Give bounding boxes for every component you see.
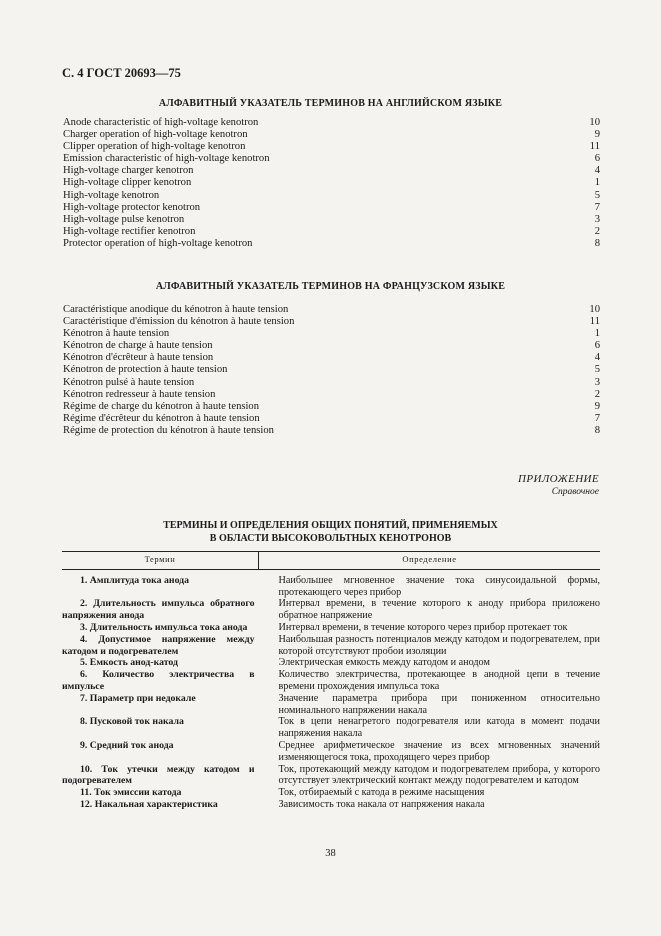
index-number: 8 [594, 237, 600, 249]
term-cell: 4. Допустимое напряжение между катодом и подогревателем [62, 633, 255, 657]
definition-cell: Ток, протекающий между катодом и подогревателем прибора, у которого отсутствует электрический контакт между подогревателем и катодом [278, 763, 600, 787]
definition-cell: Ток в цепи ненагретого подогревателя или катода в момент подачи напряжения накала [278, 716, 600, 740]
index-entry [63, 190, 600, 202]
index-number: 9 [594, 400, 600, 412]
definition-cell: Наибольшая разность потенциалов между катодом и подогревателем, при которой отсутствуют пробои изоляции [278, 633, 600, 657]
index-number: 1 [594, 177, 600, 189]
page-number: 38 [325, 848, 336, 859]
french-index-list [63, 304, 600, 437]
index-term: High-voltage charger kenotron [63, 165, 194, 177]
terms-section-title [0, 520, 661, 545]
term-cell: 1. Амплитуда тока анода [80, 574, 190, 586]
index-number: 2 [594, 388, 600, 400]
index-number: 10 [589, 304, 600, 315]
index-entry [63, 352, 600, 364]
term-cell: 2. Длительность импульса обратного напряжения анода [62, 598, 255, 622]
index-number: 6 [594, 153, 600, 165]
term-cell: 12. Накальная характеристика [80, 798, 218, 810]
index-term: Charger operation of high-voltage kenotron [63, 129, 248, 141]
term-cell: 6. Количество электричества в импульсе [62, 669, 255, 692]
term-cell: 3. Длительность импульса тока анода [80, 621, 248, 633]
page-header: С. 4 ГОСТ 20693—75 [62, 66, 181, 80]
term-cell: 7. Параметр при недокале [80, 692, 196, 704]
index-term: High-voltage rectifier kenotron [63, 225, 196, 237]
index-term: Régime de charge du kénotron à haute tension [63, 400, 260, 412]
index-number: 5 [594, 189, 600, 201]
index-term: High-voltage protector kenotron [63, 201, 201, 213]
column-header-definition: Определение [259, 552, 601, 570]
french-index-title: АЛФАВИТНЫЙ УКАЗАТЕЛЬ ТЕРМИНОВ НА ФРАНЦУЗСКОМ ЯЗЫКЕ [155, 281, 506, 292]
index-term: Régime de protection du kénotron à haute tension [63, 424, 274, 436]
definition-cell: Ток, отбираемый с катода в режиме насыщения [278, 787, 485, 799]
appendix-title: ПРИЛОЖЕНИЕ [518, 473, 599, 485]
column-header-term: Термин [62, 552, 259, 570]
english-index-list [63, 117, 600, 250]
index-entry [63, 238, 600, 250]
index-entry [63, 165, 600, 177]
index-number: 3 [594, 376, 600, 388]
term-cell: 10. Ток утечки между катодом и подогревателем [62, 763, 255, 787]
index-number: 7 [594, 201, 600, 213]
index-entry [63, 401, 600, 413]
index-term: Régime d'écrêteur du kénotron à haute tension [63, 412, 260, 424]
index-term: Kénotron de charge à haute tension [63, 340, 213, 352]
index-number: 3 [594, 213, 600, 225]
index-number: 11 [589, 141, 600, 153]
index-entry [63, 389, 600, 401]
table-row [62, 569, 600, 598]
index-term: Clipper operation of high-voltage kenotron [63, 141, 246, 153]
table-row [62, 657, 600, 669]
index-number: 8 [594, 424, 600, 436]
index-entry [63, 413, 600, 425]
index-term: Kénotron redresseur à haute tension [63, 388, 216, 400]
index-entry [63, 214, 600, 226]
definition-cell: Среднее арифметическое значение из всех мгновенных значений изменяющегося тока, проходящего через прибор [278, 739, 600, 763]
index-number: 4 [594, 165, 600, 177]
definition-cell: Зависимость тока накала от напряжения накала [278, 798, 485, 810]
index-entry [63, 129, 600, 141]
table-row [62, 716, 600, 740]
index-entry [63, 177, 600, 189]
index-number: 6 [594, 340, 600, 352]
term-cell: 8. Пусковой ток накала [80, 716, 184, 728]
index-entry [63, 425, 600, 437]
index-entry [63, 304, 600, 316]
definition-cell: Интервал времени, в течение которого к аноду прибора приложено обратное напряжение [278, 598, 600, 622]
index-entry [63, 377, 600, 389]
index-number: 11 [589, 316, 600, 328]
terms-title-line1: ТЕРМИНЫ И ОПРЕДЕЛЕНИЯ ОБЩИХ ПОНЯТИЙ, ПРИМЕНЯЕМЫХ [163, 520, 498, 531]
index-number: 4 [594, 352, 600, 364]
table-row [62, 693, 600, 717]
definition-cell: Количество электричества, протекающее в анодной цепи в течение времени прохождения импульса тока [278, 669, 600, 692]
term-cell: 9. Средний ток анода [80, 739, 174, 751]
index-entry [63, 364, 600, 376]
index-term: Kénotron de protection à haute tension [63, 364, 228, 376]
definition-cell: Интервал времени, в течение которого через прибор протекает ток [278, 621, 568, 633]
index-entry [63, 226, 600, 238]
terms-title-line2: В ОБЛАСТИ ВЫСОКОВОЛЬТНЫХ КЕНОТРОНОВ [209, 532, 452, 544]
appendix-subtitle: Справочное [551, 487, 599, 497]
index-term: High-voltage pulse kenotron [63, 213, 185, 225]
index-entry [63, 117, 600, 129]
index-term: Caractéristique d'émission du kénotron à haute tension [63, 316, 295, 328]
table-row [62, 598, 600, 622]
index-number: 10 [589, 117, 600, 128]
index-term: Protector operation of high-voltage kenotron [63, 237, 253, 249]
table-row [62, 740, 600, 764]
appendix-label [518, 473, 599, 497]
index-term: Emission characteristic of high-voltage kenotron [63, 153, 270, 165]
index-number: 5 [594, 364, 600, 376]
index-term: Anode characteristic of high-voltage kenotron [63, 117, 259, 128]
table-row [62, 622, 600, 634]
definition-cell: Значение параметра прибора при пониженном относительно номинального напряжении накала [278, 692, 600, 716]
terms-table [62, 551, 600, 811]
index-term: High-voltage kenotron [63, 189, 160, 201]
index-entry [63, 153, 600, 165]
index-number: 9 [594, 129, 600, 141]
term-cell: 5. Емкость анод-катод [80, 657, 178, 669]
definition-cell: Электрическая емкость между катодом и анодом [278, 657, 490, 669]
table-row [62, 634, 600, 658]
term-cell: 11. Ток эмиссии катода [80, 787, 182, 799]
index-entry [63, 340, 600, 352]
english-index-title: АЛФАВИТНЫЙ УКАЗАТЕЛЬ ТЕРМИНОВ НА АНГЛИЙСКОМ ЯЗЫКЕ [158, 98, 503, 109]
definition-cell: Наибольшее мгновенное значение тока синусоидальной формы, протекающего через прибор [278, 574, 600, 598]
index-number: 7 [594, 412, 600, 424]
index-entry [63, 328, 600, 340]
index-number: 2 [594, 225, 600, 237]
index-term: Kénotron à haute tension [63, 328, 170, 340]
index-entry [63, 141, 600, 153]
index-entry [63, 202, 600, 214]
index-term: Kénotron pulsé à haute tension [63, 376, 195, 388]
table-row [62, 764, 600, 788]
table-row [62, 669, 600, 693]
table-row [62, 787, 600, 799]
index-term: High-voltage clipper kenotron [63, 177, 192, 189]
terms-table-body [62, 569, 600, 810]
index-term: Kénotron d'écrêteur à haute tension [63, 352, 214, 364]
table-row [62, 799, 600, 811]
index-entry [63, 316, 600, 328]
index-term: Caractéristique anodique du kénotron à haute tension [63, 304, 289, 315]
index-number: 1 [594, 328, 600, 340]
